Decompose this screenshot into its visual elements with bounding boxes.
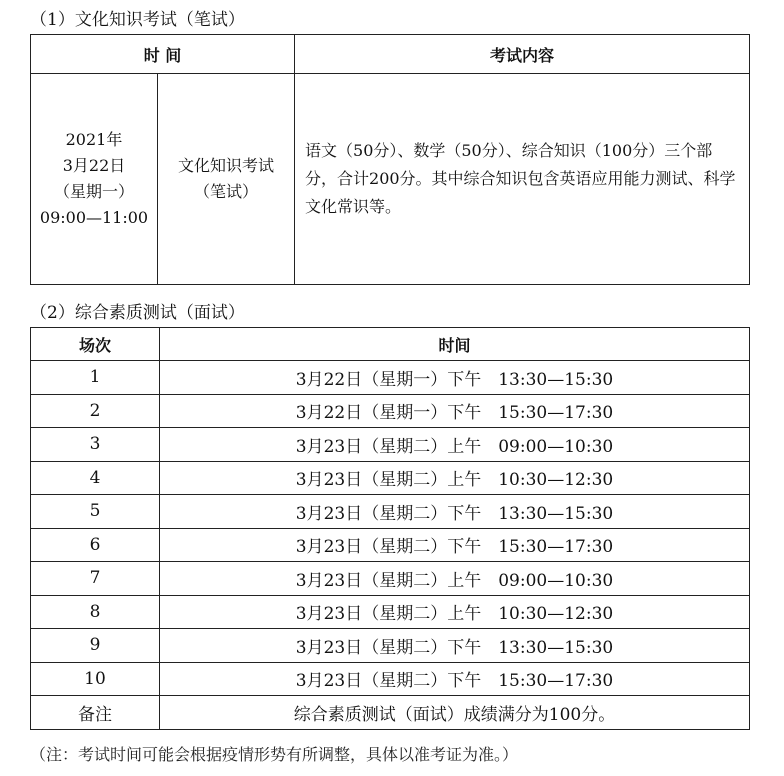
session-time: 3月22日（星期一）下午 15:30—17:30: [160, 394, 750, 428]
table-row: [31, 562, 750, 596]
exam-hours: 09:00—11:00: [39, 208, 149, 227]
header-time: 时 间: [31, 35, 295, 74]
exam-day: 3月22日: [62, 156, 126, 175]
section1-title: （1）文化知识考试（笔试）: [30, 10, 245, 30]
exam-type-mode: （笔试）: [194, 182, 259, 201]
session-time: 3月23日（星期二）上午 09:00—10:30: [160, 562, 750, 596]
exam-type-cell: [158, 74, 295, 285]
table-row: [31, 461, 750, 495]
exam-date-cell: [31, 74, 158, 285]
remark-row: [31, 696, 750, 730]
session-time: 3月23日（星期二）上午 10:30—12:30: [160, 595, 750, 629]
session-time: 3月23日（星期二）下午 13:30—15:30: [160, 495, 750, 529]
exam-content-cell: 语文（50分）、数学（50分）、综合知识（100分）三个部分，合计200分。其中综合知识包含英语应用能力测试、科学文化常识等。: [295, 74, 750, 285]
session-number: 2: [31, 394, 160, 428]
session-time: 3月22日（星期一）下午 13:30—15:30: [160, 361, 750, 395]
header-time: 时间: [160, 328, 750, 361]
table-row: [31, 595, 750, 629]
session-time: 3月23日（星期二）上午 10:30—12:30: [160, 461, 750, 495]
session-number: 10: [31, 662, 160, 696]
table-row: [31, 495, 750, 529]
exam-type-name: 文化知识考试: [178, 156, 275, 175]
remark-text: 综合素质测试（面试）成绩满分为100分。: [160, 696, 750, 730]
session-number: 5: [31, 495, 160, 529]
session-number: 7: [31, 562, 160, 596]
session-number: 4: [31, 461, 160, 495]
session-time: 3月23日（星期二）下午 13:30—15:30: [160, 629, 750, 663]
written-exam-table: [30, 34, 750, 285]
section2-title: （2）综合素质测试（面试）: [30, 303, 245, 323]
remark-label: 备注: [31, 696, 160, 730]
session-number: 3: [31, 428, 160, 462]
header-session: 场次: [31, 328, 160, 361]
interview-schedule-table: [30, 327, 750, 730]
table-row: [31, 528, 750, 562]
session-number: 8: [31, 595, 160, 629]
header-content: 考试内容: [295, 35, 750, 74]
table-row: [31, 361, 750, 395]
session-number: 1: [31, 361, 160, 395]
session-time: 3月23日（星期二）下午 15:30—17:30: [160, 528, 750, 562]
table-row: [31, 428, 750, 462]
footnote: （注：考试时间可能会根据疫情形势有所调整，具体以准考证为准。）: [30, 745, 519, 764]
session-number: 9: [31, 629, 160, 663]
session-time: 3月23日（星期二）下午 15:30—17:30: [160, 662, 750, 696]
session-time: 3月23日（星期二）上午 09:00—10:30: [160, 428, 750, 462]
table-row: [31, 629, 750, 663]
table-row: [31, 394, 750, 428]
exam-weekday: （星期一）: [53, 182, 134, 201]
exam-year: 2021年: [65, 130, 123, 149]
session-number: 6: [31, 528, 160, 562]
table-row: [31, 662, 750, 696]
